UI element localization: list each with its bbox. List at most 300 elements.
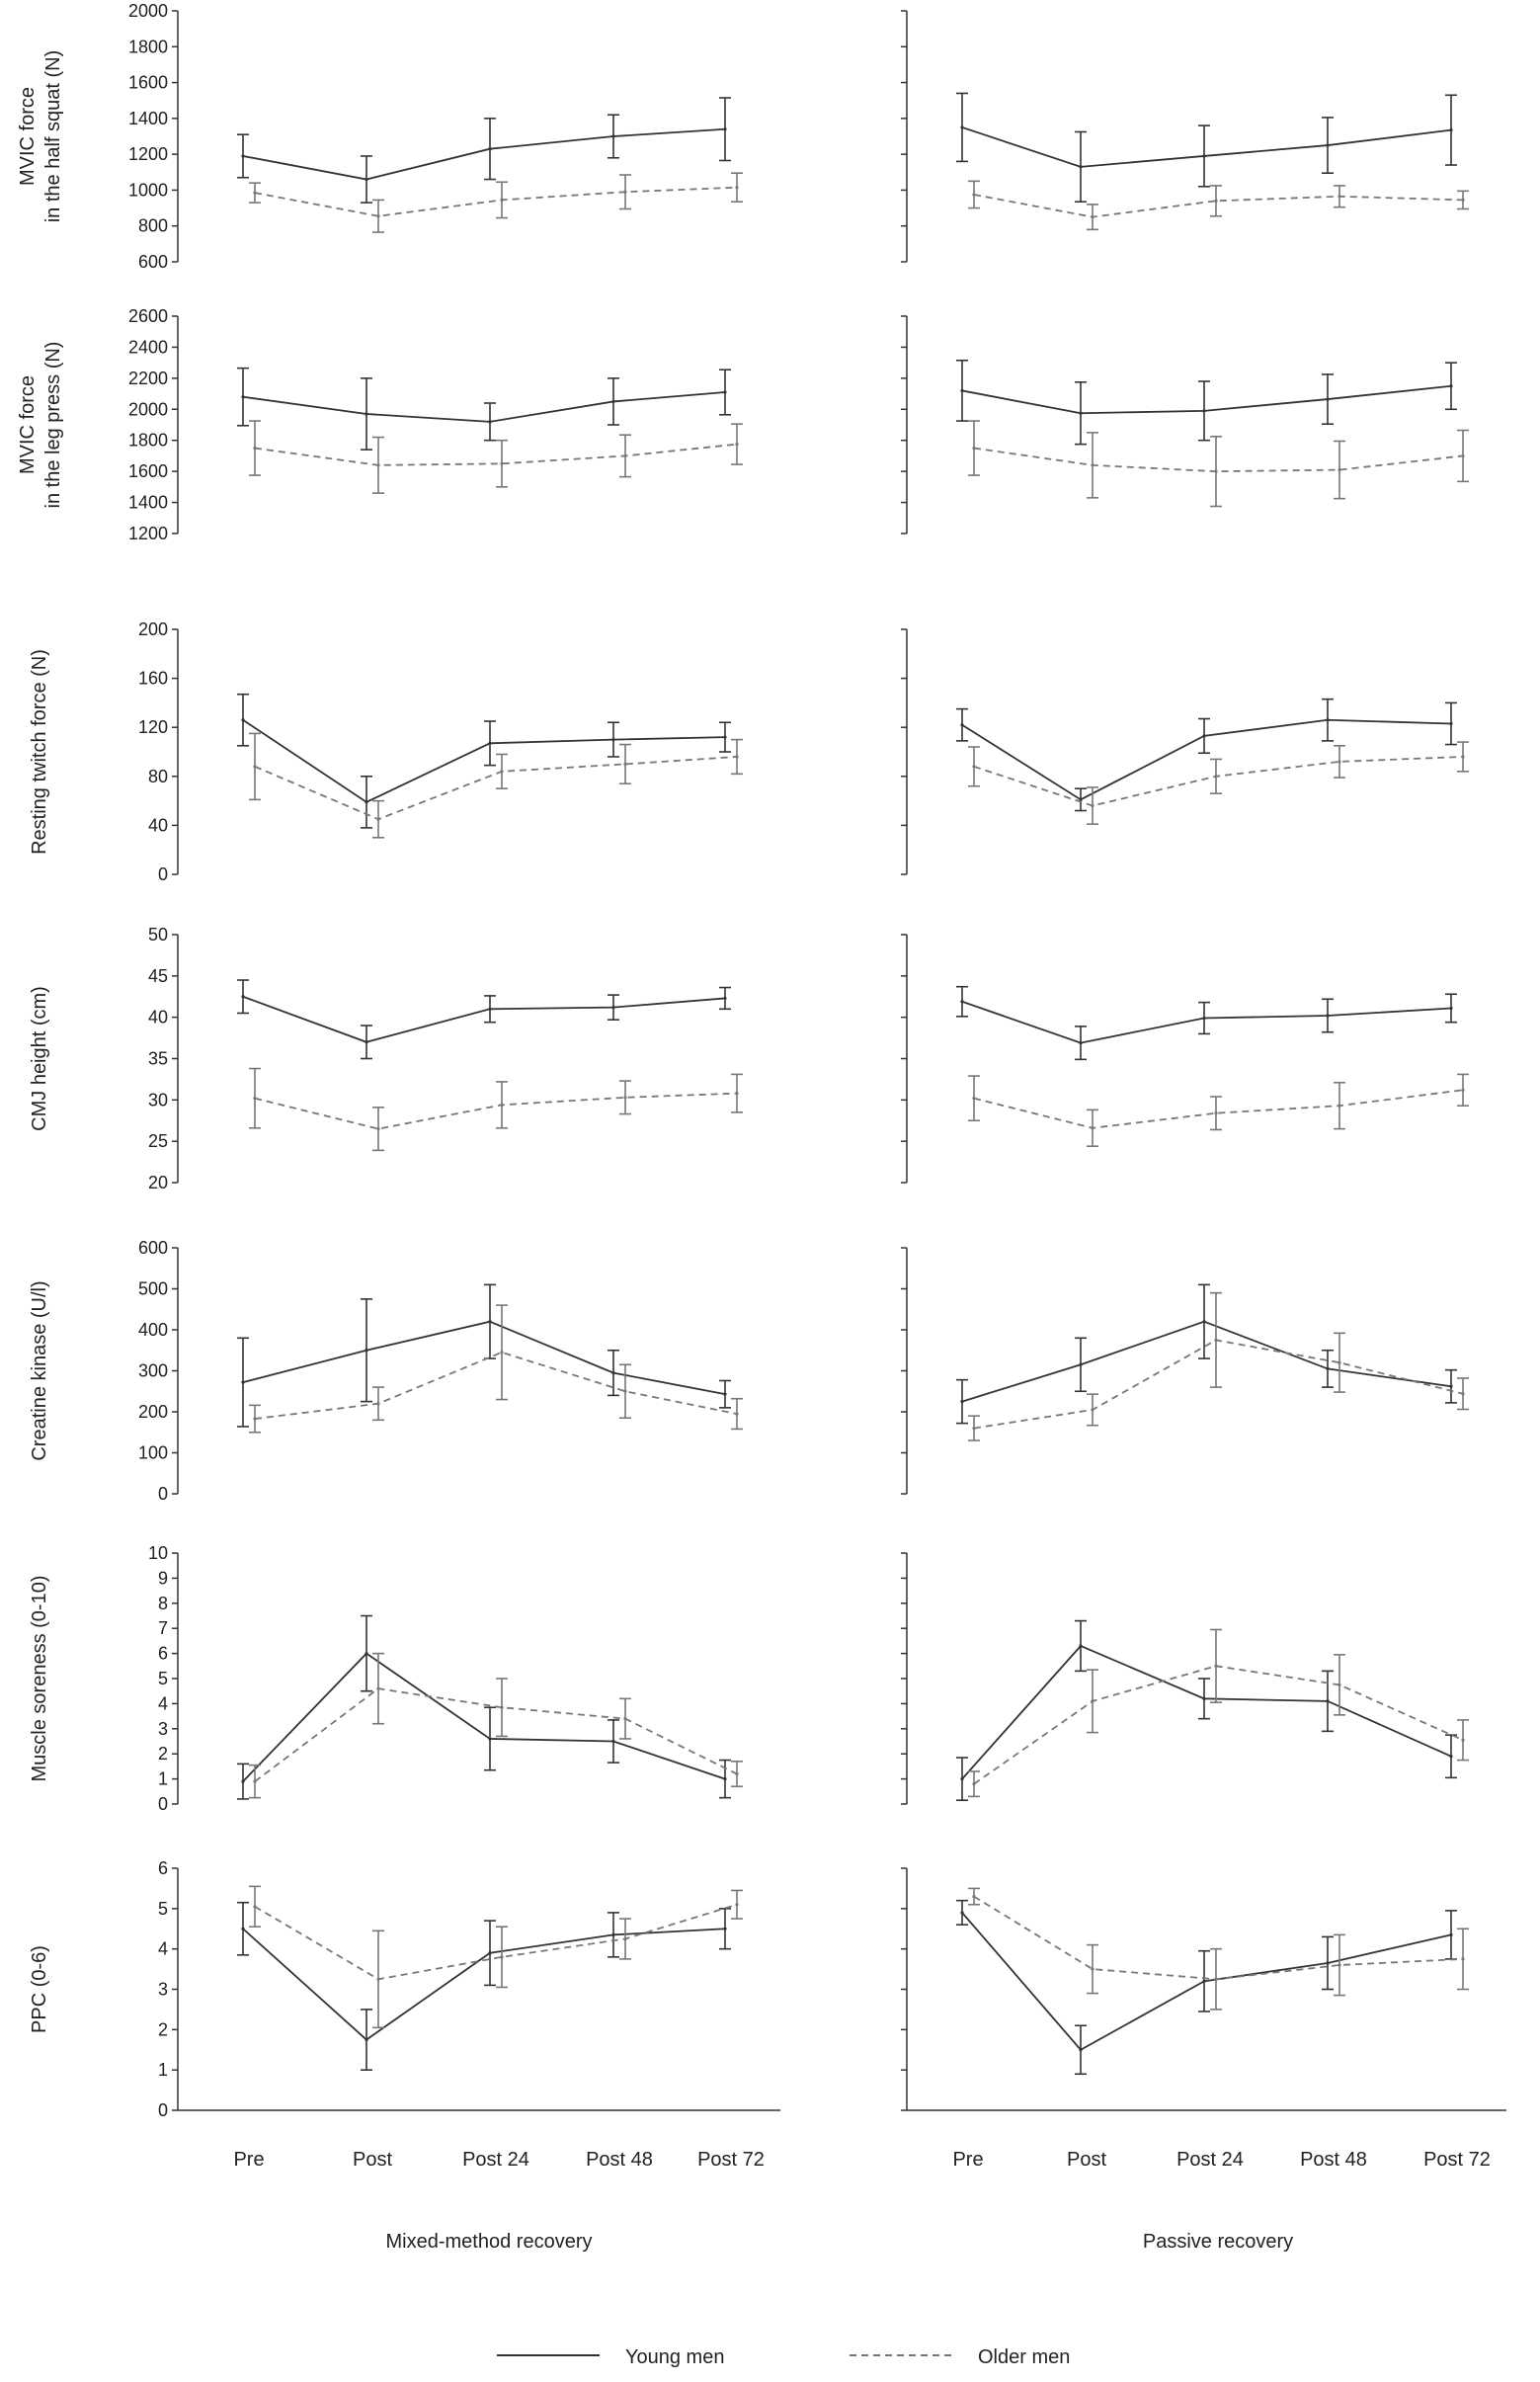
error-bar-older-men (1457, 1378, 1469, 1410)
data-point-older-men (253, 1097, 256, 1100)
y-tick-label: 100 (137, 1442, 168, 1463)
data-point-young-men (1079, 412, 1082, 415)
legend-label-young-men: Young men (625, 2346, 725, 2368)
data-point-older-men (1337, 1963, 1340, 1966)
data-point-young-men (723, 127, 726, 130)
data-point-older-men (1337, 760, 1340, 763)
y-tick-label: 160 (137, 668, 168, 689)
data-point-older-men (500, 1351, 503, 1354)
data-point-older-men (1091, 1699, 1094, 1702)
data-point-older-men (1337, 468, 1340, 471)
series-line-older-men (255, 1094, 737, 1129)
data-point-young-men (1079, 165, 1082, 168)
chart-panels (17, 1, 1506, 2171)
series-line-older-men (974, 195, 1463, 217)
data-point-older-men (376, 1687, 379, 1690)
error-bar-older-men (496, 754, 508, 788)
legend-label-older-men: Older men (978, 2346, 1071, 2368)
data-point-older-men (376, 1978, 379, 1981)
y-tick-label: 0 (157, 2100, 168, 2120)
y-axis-label-line: CMJ height (cm) (29, 986, 50, 1131)
panel-7-passive (901, 1868, 1506, 2171)
y-tick-label: 9 (157, 1568, 168, 1589)
y-tick-label: 0 (157, 1484, 168, 1504)
y-tick-label: 600 (137, 1238, 168, 1258)
error-bar-young-men (956, 987, 968, 1017)
data-point-older-men (735, 1412, 738, 1415)
series-line-young-men (962, 386, 1451, 414)
data-point-young-men (365, 1040, 367, 1043)
y-axis-label-line: Muscle soreness (0-10) (29, 1575, 50, 1782)
panel-1-passive (901, 11, 1469, 262)
data-point-young-men (723, 1393, 726, 1396)
error-bar-older-men (731, 1399, 743, 1430)
panel-2-passive (901, 316, 1469, 534)
x-tick-label: Pre (952, 2149, 984, 2171)
y-tick-label: 80 (147, 766, 168, 786)
data-point-young-men (1326, 143, 1329, 146)
y-tick-label: 25 (147, 1131, 168, 1152)
y-tick-label: 1200 (127, 524, 168, 543)
error-bar-older-men (249, 1886, 261, 1927)
y-tick-label: 2 (157, 1744, 168, 1765)
error-bar-young-men (956, 1901, 968, 1926)
data-point-older-men (735, 1772, 738, 1775)
data-point-young-men (241, 1928, 244, 1930)
data-point-older-men (253, 765, 256, 768)
data-point-older-men (376, 214, 379, 217)
data-point-young-men (365, 178, 367, 181)
x-tick-label: Post 24 (462, 2149, 529, 2171)
panel-7 (29, 1858, 1506, 2171)
error-bar-young-men (237, 1764, 249, 1799)
error-bar-older-men (1457, 742, 1469, 772)
y-tick-label: 7 (157, 1618, 168, 1639)
data-point-older-men (735, 1092, 738, 1095)
panel-2 (17, 306, 1469, 543)
y-tick-label: 0 (157, 1794, 168, 1814)
panel-6-passive (901, 1553, 1469, 1804)
data-point-older-men (1461, 454, 1464, 457)
data-point-older-men (1091, 804, 1094, 807)
data-point-older-men (1091, 1408, 1094, 1411)
panel-4 (29, 925, 1469, 1192)
y-tick-label: 6 (157, 1643, 168, 1664)
error-bar-older-men (619, 1919, 631, 1959)
data-point-older-men (1337, 1684, 1340, 1686)
y-axis-label-line: in the leg press (N) (42, 341, 64, 509)
y-tick-label: 1600 (127, 72, 168, 93)
data-point-older-men (972, 447, 975, 450)
y-tick-label: 1600 (127, 461, 168, 482)
error-bar-older-men (619, 1698, 631, 1739)
x-tick-label: Post 48 (1300, 2149, 1367, 2171)
y-tick-label: 5 (157, 1898, 168, 1919)
data-point-older-men (972, 1097, 975, 1100)
data-point-older-men (376, 818, 379, 821)
panel-4-mixed (148, 925, 743, 1192)
y-tick-label: 30 (147, 1090, 168, 1110)
data-point-older-men (500, 1104, 503, 1107)
data-point-young-men (1202, 1980, 1205, 1983)
data-point-young-men (488, 1320, 491, 1323)
data-point-older-men (253, 192, 256, 195)
data-point-older-men (1214, 775, 1217, 778)
column-title-passive: Passive recovery (1142, 2231, 1294, 2253)
data-point-young-men (1326, 1014, 1329, 1017)
data-point-young-men (1202, 734, 1205, 737)
data-point-older-men (972, 1427, 975, 1430)
y-tick-label: 1 (157, 2060, 168, 2081)
data-point-older-men (972, 1782, 975, 1785)
data-point-young-men (365, 412, 367, 415)
y-tick-label: 4 (157, 1938, 168, 1959)
data-point-older-men (1461, 1957, 1464, 1960)
panel-5 (29, 1238, 1469, 1504)
data-point-young-men (1326, 1961, 1329, 1964)
y-axis-label-line: PPC (0-6) (29, 1945, 50, 2033)
panel-1-mixed (128, 1, 743, 272)
y-axis-label-line: Resting twitch force (N) (29, 649, 50, 855)
error-bar-young-men (956, 1380, 968, 1424)
data-point-older-men (1091, 1126, 1094, 1129)
y-tick-label: 2400 (127, 337, 168, 358)
data-point-older-men (1214, 1339, 1217, 1342)
y-tick-label: 45 (147, 965, 168, 986)
series-line-older-men (974, 1090, 1463, 1127)
data-point-young-men (241, 718, 244, 721)
data-point-older-men (735, 755, 738, 758)
data-point-young-men (1326, 1367, 1329, 1370)
y-tick-label: 35 (147, 1048, 168, 1069)
data-point-young-men (241, 154, 244, 157)
series-line-young-men (243, 392, 725, 422)
panel-1 (17, 1, 1469, 272)
data-point-older-men (623, 1096, 626, 1099)
y-tick-label: 1200 (127, 144, 168, 165)
data-point-older-men (376, 1127, 379, 1130)
panel-5-mixed (138, 1238, 743, 1504)
y-tick-label: 2600 (127, 306, 168, 326)
y-tick-label: 120 (137, 717, 168, 738)
y-tick-label: 2 (157, 2019, 168, 2040)
data-point-older-men (500, 770, 503, 773)
data-point-young-men (488, 147, 491, 150)
error-bar-older-men (1334, 1083, 1345, 1129)
data-point-young-men (611, 400, 614, 403)
data-point-young-men (1079, 2048, 1082, 2051)
data-point-young-men (1202, 1697, 1205, 1700)
data-point-young-men (960, 389, 963, 392)
error-bar-young-men (1075, 2025, 1087, 2074)
error-bar-young-men (361, 1616, 372, 1691)
data-point-young-men (365, 1652, 367, 1655)
error-bar-older-men (968, 1076, 980, 1120)
data-point-young-men (241, 395, 244, 398)
data-point-young-men (611, 738, 614, 741)
error-bar-young-men (1075, 1621, 1087, 1672)
y-tick-label: 8 (157, 1593, 168, 1613)
data-point-young-men (1326, 397, 1329, 400)
data-point-older-men (253, 447, 256, 450)
x-tick-label: Post 72 (697, 2149, 765, 2171)
data-point-older-men (623, 191, 626, 194)
error-bar-young-men (484, 1284, 496, 1358)
error-bar-young-men (1198, 1284, 1210, 1358)
series-line-young-men (243, 1654, 725, 1782)
data-point-older-men (1091, 215, 1094, 218)
data-point-young-men (1326, 718, 1329, 721)
data-point-young-men (960, 1911, 963, 1914)
y-tick-label: 3 (157, 1718, 168, 1739)
panel-3-mixed (138, 619, 743, 884)
data-point-young-men (960, 1000, 963, 1003)
y-tick-label: 4 (157, 1693, 168, 1714)
y-tick-label: 2200 (127, 368, 168, 388)
y-tick-label: 1400 (127, 108, 168, 128)
data-point-young-men (1449, 1007, 1452, 1010)
data-point-young-men (488, 1008, 491, 1011)
panel-3-passive (901, 629, 1469, 874)
error-bar-older-men (1087, 1109, 1098, 1146)
data-point-older-men (1461, 1089, 1464, 1092)
data-point-young-men (1202, 1017, 1205, 1020)
series-line-older-men (255, 445, 737, 465)
error-bar-older-men (496, 1082, 508, 1128)
y-tick-label: 600 (137, 252, 168, 272)
data-point-older-men (735, 186, 738, 189)
y-tick-label: 40 (147, 815, 168, 836)
error-bar-older-men (731, 1762, 743, 1786)
y-axis-label-line: MVIC force (17, 86, 39, 187)
data-point-young-men (1449, 722, 1452, 725)
x-tick-label: Post (352, 2149, 393, 2171)
y-tick-label: 200 (137, 619, 168, 639)
data-point-young-men (488, 420, 491, 423)
error-bar-older-men (249, 1766, 261, 1798)
data-point-young-men (241, 995, 244, 998)
data-point-older-men (1461, 1739, 1464, 1742)
data-point-older-men (1214, 1111, 1217, 1114)
y-tick-label: 5 (157, 1669, 168, 1688)
series-line-young-men (243, 720, 725, 802)
data-point-young-men (611, 1371, 614, 1374)
y-tick-label: 2000 (127, 1, 168, 21)
data-point-young-men (960, 1777, 963, 1780)
data-point-older-men (253, 1905, 256, 1908)
y-axis-label (29, 1280, 50, 1460)
y-tick-label: 20 (147, 1173, 168, 1192)
error-bar-young-men (237, 980, 249, 1013)
data-point-older-men (972, 193, 975, 196)
data-point-older-men (1337, 1361, 1340, 1364)
panel-4-passive (901, 935, 1469, 1183)
panel-7-mixed (158, 1858, 780, 2171)
data-point-older-men (623, 763, 626, 766)
data-point-young-men (241, 1780, 244, 1783)
legend (497, 2346, 1070, 2368)
data-point-older-men (1461, 755, 1464, 758)
data-point-older-men (1214, 1978, 1217, 1981)
data-point-young-men (365, 2038, 367, 2041)
data-point-young-men (1449, 1385, 1452, 1388)
data-point-older-men (972, 765, 975, 768)
error-bar-young-men (1445, 1911, 1457, 1959)
data-point-older-men (623, 1717, 626, 1720)
error-bar-young-men (956, 93, 968, 161)
x-tick-label: Post 72 (1423, 2149, 1491, 2171)
panel-2-mixed (128, 306, 743, 543)
series-line-older-men (255, 188, 737, 216)
panel-5-passive (901, 1248, 1469, 1494)
error-bar-older-men (496, 1305, 508, 1399)
error-bar-older-men (1457, 1720, 1469, 1761)
series-line-older-men (974, 757, 1463, 806)
data-point-young-men (1326, 1699, 1329, 1702)
data-point-young-men (1202, 1320, 1205, 1323)
y-tick-label: 500 (137, 1278, 168, 1299)
error-bar-older-men (372, 801, 384, 838)
y-tick-label: 1800 (127, 430, 168, 451)
y-axis-label-line: MVIC force (17, 374, 39, 475)
data-point-young-men (1202, 154, 1205, 157)
error-bar-older-men (968, 747, 980, 786)
data-point-older-men (1461, 199, 1464, 202)
y-tick-label: 2000 (127, 399, 168, 420)
data-point-young-men (723, 390, 726, 393)
data-point-older-men (500, 199, 503, 202)
y-tick-label: 1400 (127, 492, 168, 513)
y-axis-label (17, 342, 64, 509)
series-line-young-men (243, 129, 725, 180)
error-bar-older-men (731, 1074, 743, 1111)
data-point-older-men (1091, 1967, 1094, 1970)
error-bar-young-men (956, 709, 968, 741)
error-bar-older-men (731, 173, 743, 202)
data-point-young-men (611, 1740, 614, 1743)
data-point-young-men (723, 1928, 726, 1930)
error-bar-older-men (1210, 759, 1222, 793)
y-axis-label-line: in the half squat (N) (42, 49, 64, 223)
y-tick-label: 200 (137, 1402, 168, 1422)
data-point-older-men (253, 1417, 256, 1420)
data-point-older-men (623, 1390, 626, 1393)
data-point-older-men (500, 1706, 503, 1709)
data-point-young-men (1079, 1644, 1082, 1647)
error-bar-young-men (237, 1338, 249, 1427)
data-point-older-men (623, 1937, 626, 1940)
data-point-older-men (376, 1402, 379, 1405)
y-tick-label: 0 (157, 864, 168, 884)
data-point-young-men (611, 1006, 614, 1009)
y-axis-label (29, 986, 50, 1131)
series-line-young-men (962, 127, 1451, 167)
data-point-older-men (1214, 200, 1217, 203)
data-point-older-men (1337, 1105, 1340, 1108)
y-tick-label: 40 (147, 1007, 168, 1027)
data-point-older-men (1337, 195, 1340, 198)
data-point-young-men (1079, 1041, 1082, 1044)
y-tick-label: 10 (147, 1543, 168, 1563)
y-axis-label-line: Creatine kinase (U/l) (29, 1280, 50, 1461)
y-tick-label: 50 (147, 925, 168, 945)
data-point-older-men (500, 1955, 503, 1958)
y-tick-label: 1 (157, 1768, 168, 1789)
error-bar-older-men (968, 1888, 980, 1904)
data-point-young-men (960, 1400, 963, 1403)
error-bar-young-men (361, 2010, 372, 2070)
x-tick-label: Post (1066, 2149, 1107, 2171)
data-point-young-men (365, 1349, 367, 1352)
data-point-young-men (960, 723, 963, 726)
y-axis-label (29, 1945, 50, 2033)
data-point-young-men (723, 1777, 726, 1780)
column-title-mixed-method: Mixed-method recovery (385, 2231, 593, 2253)
error-bar-young-men (361, 1299, 372, 1402)
error-bar-older-men (1457, 1929, 1469, 1989)
series-line-older-men (974, 1340, 1463, 1428)
data-point-older-men (1214, 1665, 1217, 1668)
error-bar-young-men (1445, 1735, 1457, 1777)
data-point-older-men (376, 463, 379, 466)
data-point-older-men (972, 1895, 975, 1898)
error-bar-young-men (1075, 1338, 1087, 1391)
data-point-young-men (1449, 1755, 1452, 1758)
data-point-young-men (241, 1381, 244, 1384)
data-point-older-men (1214, 470, 1217, 473)
data-point-young-men (723, 736, 726, 739)
x-tick-label: Post 48 (586, 2149, 653, 2171)
x-tick-label: Post 24 (1176, 2149, 1244, 2171)
data-point-young-men (723, 997, 726, 1000)
series-line-young-men (243, 1929, 725, 2039)
error-bar-older-men (249, 1069, 261, 1128)
data-point-older-men (1461, 1392, 1464, 1395)
error-bar-young-men (237, 695, 249, 746)
series-line-older-men (255, 1353, 737, 1419)
series-line-young-men (962, 1322, 1451, 1402)
data-point-young-men (1449, 384, 1452, 387)
data-point-older-men (735, 1903, 738, 1906)
error-bar-young-men (956, 1758, 968, 1800)
y-tick-label: 300 (137, 1360, 168, 1381)
y-tick-label: 1800 (127, 37, 168, 57)
data-point-young-men (960, 125, 963, 128)
data-point-young-men (365, 800, 367, 803)
y-axis-label (17, 50, 64, 223)
error-bar-older-men (1087, 1394, 1098, 1426)
panel-6-mixed (148, 1543, 743, 1814)
error-bar-young-men (237, 1903, 249, 1955)
data-point-young-men (488, 1951, 491, 1954)
data-point-young-men (1449, 128, 1452, 131)
data-point-young-men (1079, 1363, 1082, 1366)
data-point-young-men (611, 134, 614, 137)
data-point-young-men (1202, 409, 1205, 412)
y-tick-label: 3 (157, 1979, 168, 2000)
data-point-older-men (735, 443, 738, 446)
y-tick-label: 1000 (127, 180, 168, 201)
data-point-older-men (623, 454, 626, 457)
error-bar-older-men (731, 1890, 743, 1919)
series-line-young-men (962, 1646, 1451, 1779)
x-tick-label: Pre (233, 2149, 265, 2171)
data-point-young-men (488, 1737, 491, 1740)
data-point-older-men (500, 462, 503, 465)
panel-6 (29, 1543, 1469, 1814)
y-axis-label (29, 1576, 50, 1782)
error-bar-older-men (1087, 787, 1098, 824)
